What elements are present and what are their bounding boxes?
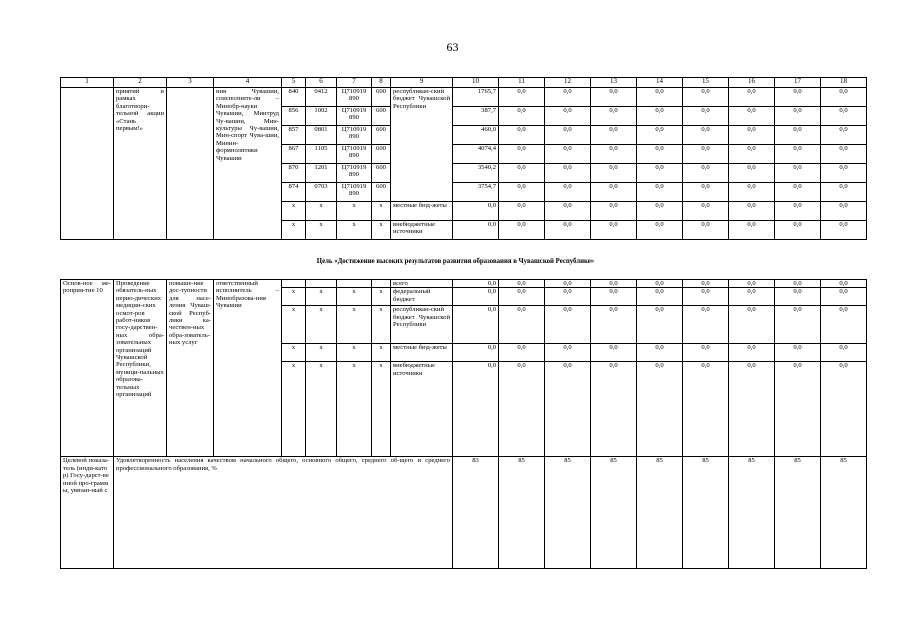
code-cell: 1002 [306,107,337,126]
code-cell [282,280,306,288]
code-cell: x [306,288,337,306]
code-cell: 0703 [306,183,337,202]
value-cell: 0,0 [729,107,775,126]
code-cell: x [282,306,306,344]
code-cell: x [282,202,306,221]
code-cell: 856 [282,107,306,126]
value-cell: 0,0 [729,221,775,240]
value-cell: 0,0 [591,88,637,107]
value-cell: 0,0 [637,288,683,306]
source-cell: федеральный бюджет [391,288,453,306]
value-cell: 0,0 [545,288,591,306]
column-number: 9 [391,78,453,88]
value-cell: 0,0 [775,362,821,457]
value-cell: 0,0 [729,288,775,306]
code-cell: x [372,306,391,344]
value-cell: 0,0 [821,183,867,202]
amount-cell: 0,0 [453,306,499,344]
value-cell: 0,0 [729,164,775,183]
value-cell: 0,0 [637,126,683,145]
value-cell: 0,0 [637,88,683,107]
value-cell: 0,0 [499,126,545,145]
code-cell: Ц710919 890 [337,107,372,126]
indicator-value-cell: 85 [683,457,729,569]
value-cell: 0,0 [591,362,637,457]
value-cell: 0,0 [821,221,867,240]
value-cell: 0,0 [499,183,545,202]
value-cell: 0,0 [729,145,775,164]
column-number: 3 [167,78,214,88]
code-cell: x [282,288,306,306]
event-label-cell: Основ-ное ме-роприя-тие 10 [61,280,114,457]
value-cell: 0,0 [729,202,775,221]
value-cell: 0,0 [545,107,591,126]
amount-cell: 0,0 [453,362,499,457]
code-cell: x [337,344,372,362]
column-number: 17 [775,78,821,88]
value-cell: 0,0 [683,107,729,126]
code-cell: 870 [282,164,306,183]
code-cell: 0412 [306,88,337,107]
value-cell: 0,0 [637,164,683,183]
column-number: 11 [499,78,545,88]
amount-cell: 3754,7 [453,183,499,202]
value-cell: 0,0 [499,306,545,344]
value-cell: 0,0 [499,280,545,288]
column-number: 6 [306,78,337,88]
value-cell: 0,0 [775,280,821,288]
value-cell: 0,0 [499,164,545,183]
indicator-value-cell: 85 [591,457,637,569]
value-cell: 0,0 [775,107,821,126]
column-number: 13 [591,78,637,88]
code-cell: 600 [372,145,391,164]
source-cell: внебюджетные источники [391,362,453,457]
indicator-value-cell: 85 [821,457,867,569]
value-cell: 0,0 [499,107,545,126]
value-cell: 0,0 [499,288,545,306]
value-cell: 0,0 [821,344,867,362]
amount-cell: 460,0 [453,126,499,145]
value-cell: 0,0 [683,306,729,344]
amount-cell: 387,7 [453,107,499,126]
value-cell: 0,0 [729,88,775,107]
value-cell: 0,0 [821,306,867,344]
value-cell: 0,0 [729,362,775,457]
column-number: 1 [61,78,114,88]
source-cell: всего [391,280,453,288]
expected-result-cell: повыше-ние дос-тупности для насе-ления Чуваш-ской Респуб-лики ка-чествен-ных обра-зователь-ных услуг [167,280,214,457]
value-cell: 0,0 [775,288,821,306]
code-cell: 600 [372,88,391,107]
event-name-cell: приятий в рамках благотвори-тельной акции «Стань первым!» [114,88,167,240]
code-cell: x [337,288,372,306]
value-cell: 0,0 [499,88,545,107]
value-cell: 0,0 [545,164,591,183]
code-cell: 874 [282,183,306,202]
indicator-label-cell: Целевой показа-тель (инди-катор) Госу-дарст-венной про-граммы, увязан-ный с [61,457,114,569]
value-cell: 0,0 [591,280,637,288]
code-cell: x [372,221,391,240]
code-cell: 600 [372,126,391,145]
value-cell: 0,0 [591,221,637,240]
value-cell: 0,0 [821,107,867,126]
code-cell [337,280,372,288]
value-cell: 0,0 [683,202,729,221]
value-cell: 0,0 [637,306,683,344]
column-number: 5 [282,78,306,88]
value-cell: 0,0 [499,202,545,221]
indicator-value-cell: 85 [729,457,775,569]
value-cell: 0,0 [729,126,775,145]
source-cell: внебюджетные источники [391,221,453,240]
amount-cell: 0,0 [453,280,499,288]
column-number: 18 [821,78,867,88]
empty-cell [61,88,114,240]
value-cell: 0,0 [729,280,775,288]
value-cell: 0,0 [637,107,683,126]
value-cell: 0,0 [637,221,683,240]
header-row [61,78,867,88]
column-number: 8 [372,78,391,88]
code-cell: x [372,344,391,362]
value-cell: 0,0 [591,145,637,164]
empty-cell [167,88,214,240]
value-cell: 0,0 [775,164,821,183]
value-cell: 0,0 [545,183,591,202]
code-cell: x [306,362,337,457]
code-cell: x [306,202,337,221]
code-cell: 1201 [306,164,337,183]
amount-cell: 1765,7 [453,88,499,107]
value-cell: 0,0 [821,145,867,164]
amount-cell: 0,0 [453,221,499,240]
value-cell: 0,0 [821,202,867,221]
value-cell: 0,0 [591,183,637,202]
value-cell: 0,0 [821,126,867,145]
source-cell: местные бюд-жеты [391,344,453,362]
value-cell: 0,0 [545,362,591,457]
value-cell: 0,0 [729,306,775,344]
code-cell: 1105 [306,145,337,164]
value-cell: 0,0 [683,280,729,288]
indicator-value-cell: 85 [499,457,545,569]
value-cell: 0,0 [821,88,867,107]
value-cell: 0,0 [821,362,867,457]
value-cell: 0,0 [683,88,729,107]
value-cell: 0,0 [637,202,683,221]
executor-cell: ния Чувашии, соисполните-ли – Минобр-науки Чувашии, Минтруд Чу-вашии, Мин-культуры Чу-вашии, Мин-спорт Чува-шии, Минин-формполитики Чувашии [214,88,282,240]
code-cell: x [372,202,391,221]
indicator-value-cell: 85 [775,457,821,569]
code-cell: x [306,221,337,240]
code-cell: x [372,362,391,457]
value-cell: 0,0 [545,306,591,344]
value-cell: 0,0 [545,145,591,164]
executor-cell: ответственный исполнитель – Минобразова-ния Чувашии [214,280,282,457]
code-cell: x [282,344,306,362]
value-cell: 0,0 [775,306,821,344]
value-cell: 0,0 [683,183,729,202]
indicator-description-cell: Удовлетворенность населения качеством начального общего, основного общего, среднего об-щего и среднего профессионального образования, % [114,457,453,569]
value-cell: 0,0 [637,344,683,362]
code-cell: x [337,202,372,221]
value-cell: 0,0 [775,344,821,362]
value-cell: 0,0 [683,164,729,183]
code-cell [306,280,337,288]
code-cell: 600 [372,183,391,202]
code-cell: x [337,306,372,344]
value-cell: 0,0 [683,288,729,306]
value-cell: 0,0 [591,344,637,362]
value-cell: 0,0 [499,221,545,240]
amount-cell: 0,0 [453,202,499,221]
code-cell: Ц710919 890 [337,164,372,183]
column-number: 7 [337,78,372,88]
value-cell: 0,0 [775,183,821,202]
value-cell: 0,0 [591,164,637,183]
value-cell: 0,0 [729,183,775,202]
code-cell: 857 [282,126,306,145]
value-cell: 0,0 [821,280,867,288]
value-cell: 0,0 [591,288,637,306]
program-table-bottom [60,279,867,569]
table-row [61,280,867,288]
amount-cell: 4074,4 [453,145,499,164]
page-number: 63 [446,40,459,54]
value-cell: 0,0 [821,164,867,183]
code-cell: Ц710919 890 [337,183,372,202]
value-cell: 0,0 [545,280,591,288]
column-number: 10 [453,78,499,88]
value-cell: 0,0 [637,145,683,164]
value-cell: 0,0 [591,306,637,344]
source-cell: республикан-ский бюджет Чувашской Республики [391,306,453,344]
value-cell: 0,0 [683,221,729,240]
code-cell: x [282,362,306,457]
value-cell: 0,0 [683,344,729,362]
value-cell: 0,0 [637,183,683,202]
code-cell: 600 [372,107,391,126]
indicator-value-cell: 85 [637,457,683,569]
value-cell: 0,0 [591,202,637,221]
value-cell: 0,0 [775,221,821,240]
program-table-top [60,77,867,240]
value-cell: 0,0 [545,344,591,362]
code-cell: x [282,221,306,240]
indicator-value-cell: 83 [453,457,499,569]
code-cell: Ц710919 890 [337,145,372,164]
indicator-row [61,457,867,569]
indicator-value-cell: 85 [545,457,591,569]
code-cell: 0801 [306,126,337,145]
code-cell: x [337,221,372,240]
column-number: 12 [545,78,591,88]
column-number: 4 [214,78,282,88]
value-cell: 0,0 [683,126,729,145]
code-cell: 600 [372,164,391,183]
column-number: 15 [683,78,729,88]
value-cell: 0,0 [499,145,545,164]
amount-cell: 0,0 [453,288,499,306]
value-cell: 0,0 [775,88,821,107]
source-cell: местные бюд-жеты [391,202,453,221]
event-name-cell: Проведение обязатель-ных перио-дических медицин-ских осмот-ров работ-ников госу-дарствен-ных обра-зовательных организаций Чувашской Республики, муници-пальных образова-тельных организаций [114,280,167,457]
value-cell: 0,0 [637,280,683,288]
code-cell: x [337,362,372,457]
value-cell: 0,0 [683,362,729,457]
value-cell: 0,0 [775,126,821,145]
value-cell: 0,0 [545,202,591,221]
code-cell: x [372,288,391,306]
source-cell: республикан-ский бюджет Чувашской Республики [391,88,453,202]
code-cell: x [306,306,337,344]
code-cell: Ц710919 890 [337,88,372,107]
goal-heading: Цель «Достижение высоких результатов развития образования в Чувашской Республике» [316,258,595,265]
value-cell: 0,0 [821,288,867,306]
value-cell: 0,0 [545,221,591,240]
value-cell: 0,0 [499,344,545,362]
code-cell [372,280,391,288]
value-cell: 0,0 [637,362,683,457]
value-cell: 0,0 [545,126,591,145]
code-cell: x [306,344,337,362]
value-cell: 0,0 [591,107,637,126]
value-cell: 0,0 [775,202,821,221]
code-cell: 867 [282,145,306,164]
column-number: 2 [114,78,167,88]
code-cell: 840 [282,88,306,107]
value-cell: 0,0 [729,344,775,362]
table-row [61,88,867,107]
value-cell: 0,0 [775,145,821,164]
value-cell: 0,0 [499,362,545,457]
column-number: 14 [637,78,683,88]
value-cell: 0,0 [591,126,637,145]
value-cell: 0,0 [545,88,591,107]
column-number: 16 [729,78,775,88]
amount-cell: 0,0 [453,344,499,362]
code-cell: Ц710919 890 [337,126,372,145]
amount-cell: 3540,2 [453,164,499,183]
value-cell: 0,0 [683,145,729,164]
